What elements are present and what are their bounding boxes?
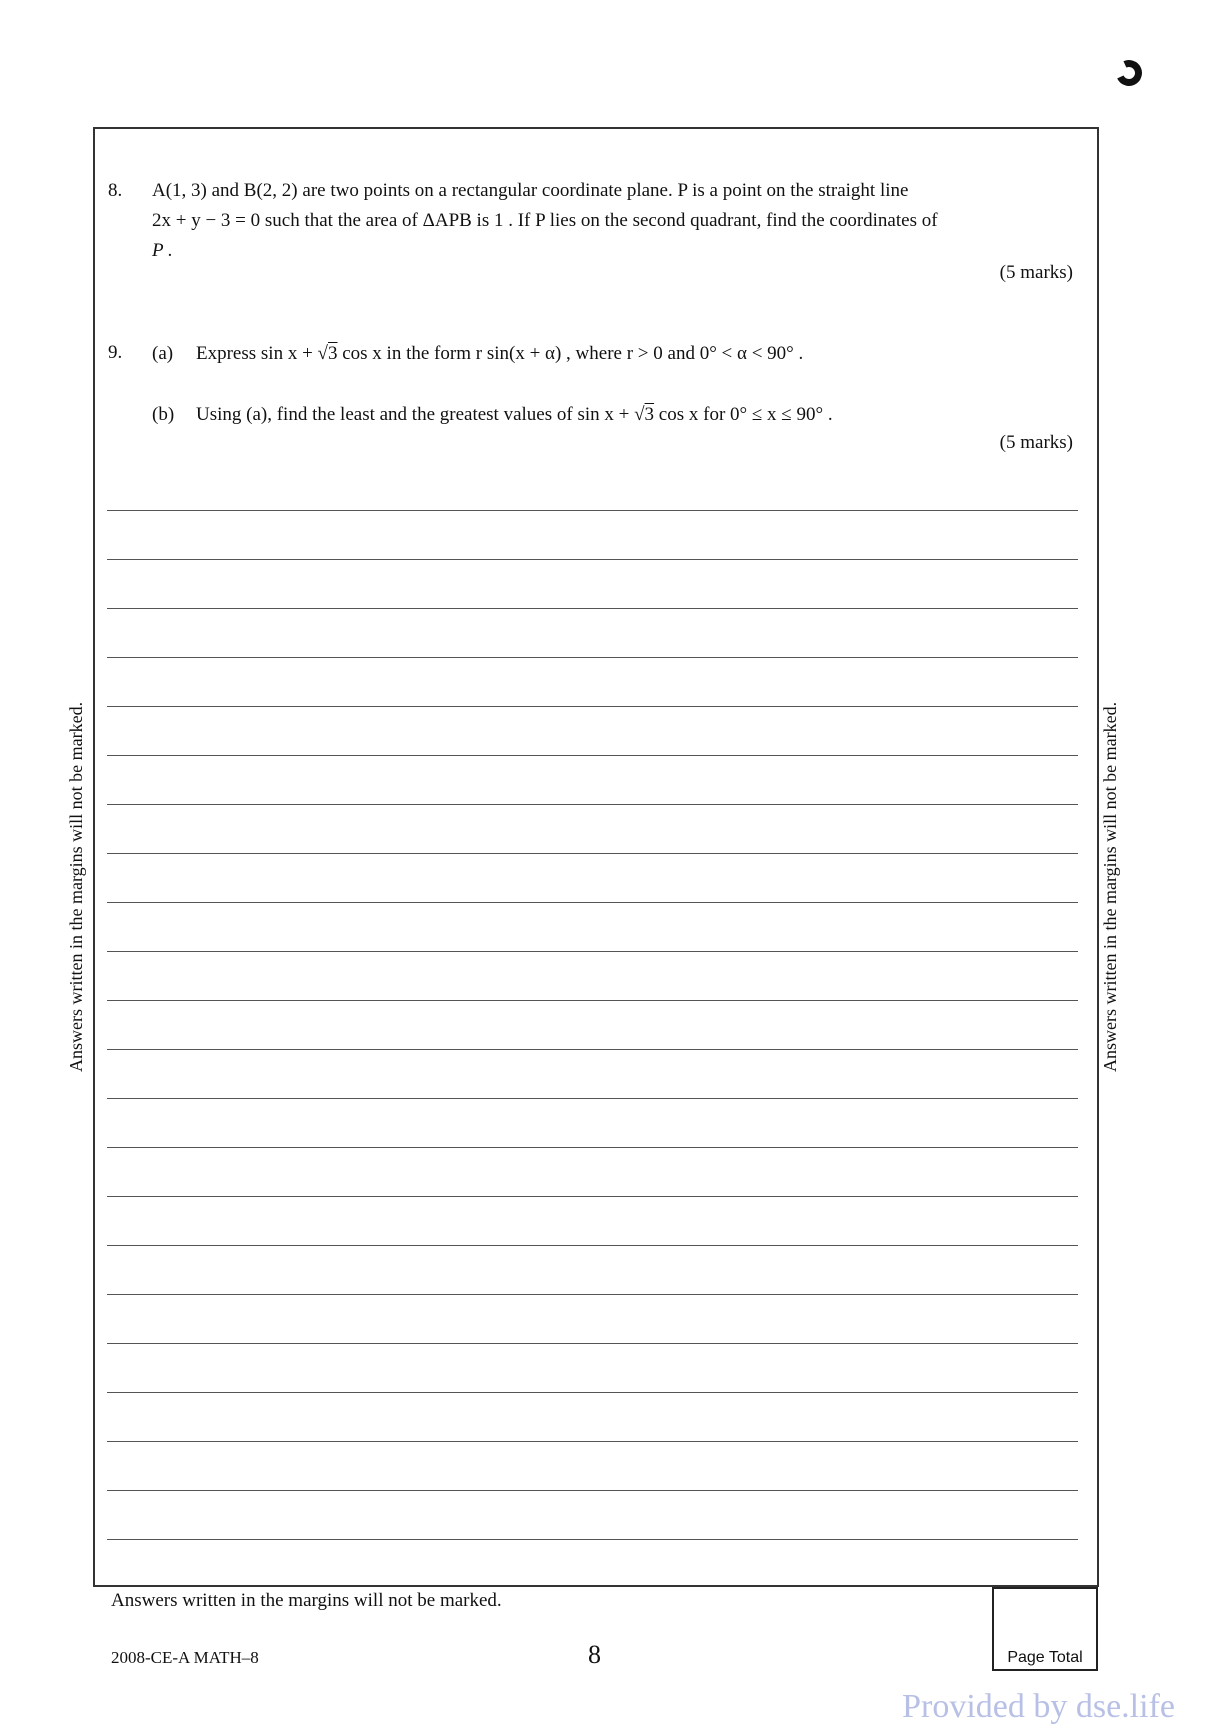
answer-line[interactable] bbox=[107, 510, 1078, 511]
answer-line[interactable] bbox=[107, 1343, 1078, 1344]
q9a-text-end: cos x in the form r sin(x + α) , where r > 0 and 0° < α < 90° . bbox=[337, 343, 804, 364]
answer-line[interactable] bbox=[107, 1441, 1078, 1442]
answer-line[interactable] bbox=[107, 1049, 1078, 1050]
q9b-sqrt: 3 bbox=[644, 404, 655, 425]
q9a-text: Express sin x + √3 cos x in the form r sin(x + α) , where r > 0 and 0° < α < 90° . bbox=[196, 343, 804, 364]
q9-marks: (5 marks) bbox=[999, 432, 1073, 453]
q8-marks: (5 marks) bbox=[999, 262, 1073, 283]
right-margin-note: Answers written in the margins will not be marked. bbox=[1100, 701, 1120, 1072]
answer-line[interactable] bbox=[107, 1098, 1078, 1099]
q8-line-3: P . bbox=[152, 240, 173, 261]
answer-line[interactable] bbox=[107, 1392, 1078, 1393]
answer-line[interactable] bbox=[107, 1539, 1078, 1540]
page-total-label: Page Total bbox=[1007, 1649, 1083, 1666]
q9a-text-start: Express sin x + bbox=[196, 343, 318, 364]
answer-line[interactable] bbox=[107, 902, 1078, 903]
page-total-box bbox=[992, 1587, 1098, 1671]
answer-line[interactable] bbox=[107, 1000, 1078, 1001]
q9-number: 9. bbox=[108, 342, 123, 363]
provided-by-watermark: Provided by dse.life bbox=[902, 1688, 1175, 1725]
answer-line[interactable] bbox=[107, 755, 1078, 756]
q9b-text: Using (a), find the least and the greatest values of sin x + √3 cos x for 0° ≤ x ≤ 90° . bbox=[196, 404, 833, 425]
answer-line[interactable] bbox=[107, 657, 1078, 658]
answer-line[interactable] bbox=[107, 1294, 1078, 1295]
answer-line[interactable] bbox=[107, 559, 1078, 560]
answer-line[interactable] bbox=[107, 804, 1078, 805]
q9-part-a bbox=[152, 343, 1052, 373]
corner-registration-mark bbox=[1112, 56, 1145, 89]
q9a-sqrt: 3 bbox=[327, 343, 338, 364]
q9b-label: (b) bbox=[152, 404, 175, 425]
page-number: 8 bbox=[588, 1640, 601, 1669]
answer-line[interactable] bbox=[107, 951, 1078, 952]
q9a-label: (a) bbox=[152, 343, 174, 364]
q9b-text-start: Using (a), find the least and the greatest values of sin x + bbox=[196, 404, 635, 425]
answer-line[interactable] bbox=[107, 1245, 1078, 1246]
q8-number: 8. bbox=[108, 180, 123, 201]
answer-line[interactable] bbox=[107, 1490, 1078, 1491]
answer-line[interactable] bbox=[107, 1196, 1078, 1197]
q9b-text-end: cos x for 0° ≤ x ≤ 90° . bbox=[654, 404, 833, 425]
q8-line-2: 2x + y − 3 = 0 such that the area of ΔAPB is 1 . If P lies on the second quadrant, find the coordinates of bbox=[152, 210, 938, 231]
q9-part-b bbox=[152, 404, 1052, 434]
paper-code: 2008-CE-A MATH–8 bbox=[111, 1648, 259, 1667]
footer-margin-note: Answers written in the margins will not be marked. bbox=[111, 1590, 502, 1611]
left-margin-note: Answers written in the margins will not be marked. bbox=[66, 701, 86, 1072]
answer-line[interactable] bbox=[107, 608, 1078, 609]
answer-line[interactable] bbox=[107, 1147, 1078, 1148]
q8-line-1: A(1, 3) and B(2, 2) are two points on a rectangular coordinate plane. P is a point on the straight line bbox=[152, 180, 909, 201]
answer-line[interactable] bbox=[107, 706, 1078, 707]
answer-line[interactable] bbox=[107, 853, 1078, 854]
